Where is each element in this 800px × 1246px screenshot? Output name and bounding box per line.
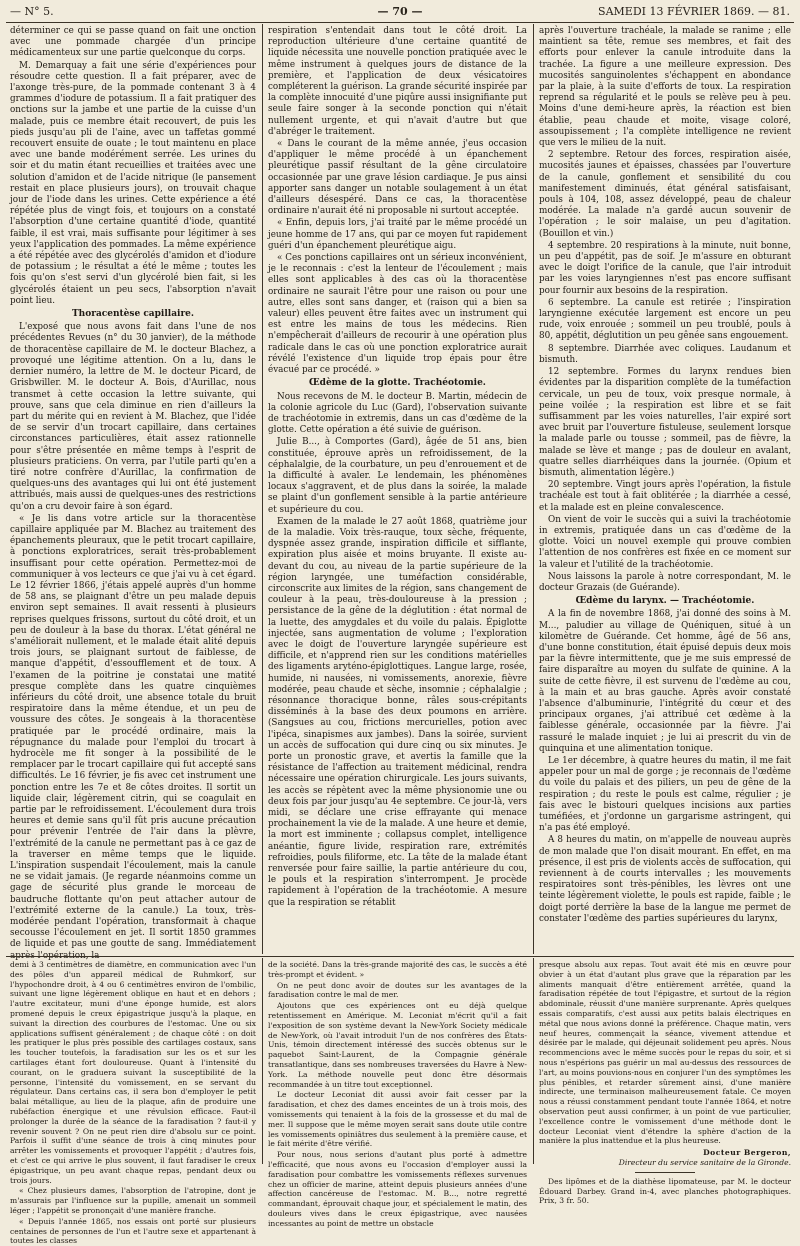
- paragraph: Pour nous, nous serions d'autant plus porté à admettre l'efficacité, que nous avons eu l'occasion d'employer aussi la faradisation pour combattre les vomissements réflexes survenues chez un officier de marine, atteint depuis plusieurs années d'une affection cancéreuse de l'estomac. M. B..., notre regretté commandant, éprouvait chaque jour, et spécialement le matin, des douleurs vives dans le creux épigastrique, avec nausées incessantes au point de mettre un obstacle: [268, 1150, 527, 1228]
- paragraph: On vient de voir le succès qui a suivi la trachéotomie in extremis, pratiquée dans un cas d'œdème de la glotte. Voici un nouvel exemple qui prouve combien l'attention de nos confrères est fixée en ce moment sur la valeur et l'utilité de la trachéotomie.: [539, 514, 791, 570]
- section-heading: Œdème du larynx. — Trachéotomie.: [575, 596, 755, 607]
- paragraph: déterminer ce qui se passe quand on fait une onction avec une pommade chargée d'un principe médicamenteux sur une partie quelconque du corps.: [10, 26, 256, 59]
- paragraph: A la fin de novembre 1868, j'ai donné des soins à M. M..., paludier au village de Quéniquen, situé à un kilomètre de Guérande. Cet homme, âgé de 56 ans, d'une bonne constitution, était épuisé depuis deux mois par la fièvre intermittente, que je me suis empressé de faire disparaître au moyen du sulfate de quinine. A la suite de cette fièvre, il est survenu de l'œdème au cou, à la main et au bras gauche. Après avoir constaté l'absence d'albuminurie, l'intégrité du cœur et des principaux organes, j'ai attribué cet œdème à la faiblesse générale, occasionnée par la fièvre. J'ai rassuré le malade inquiet ; je lui ai prescrit du vin de quinquina et une alimentation tonique.: [539, 609, 791, 754]
- paragraph: 2 septembre. Retour des forces, respiration aisée, mucosités jaunes et épaisses, chassées par l'ouverture de la canule, gonflement et sensibilité du cou manifestement diminués, état général satisfaisant, pouls à 104, 108, assez développé, peau de chaleur modérée. La malade n'a gardé aucun souvenir de l'opération ; le soir malaise, un peu d'agitation. (Bouillon et vin.): [539, 150, 791, 239]
- bottom-column-2: [268, 960, 527, 1228]
- paragraph: demi à 3 centimètres de diamètre, en communication avec l'un des pôles d'un appareil médical de Ruhmkorf, sur l'hypochondre droit, à 4 ou 6 centimètres environ de l'ombilic, suivant une ligne légèrement oblique en haut et en dehors ; l'autre excitateur, muni d'une éponge humide, est alors promené depuis le creux épigastrique jusqu'à la plaque, en suivant la direction des courbures de l'estomac. Une ou six applications suffisent généralement ; de chaque côté : on doit les pratiquer le plus près possible des cartilages costaux, sans les toucher toutefois, la faradisation sur les os et sur les cartilages étant fort douloureuse. Quant à l'intensité du courant, on le graduera suivant la susceptibilité de la personne, l'intensité du vomissement, en se servant du régulateur. Dans certains cas, il sera bon d'employer le petit balai métallique, au lieu de la plaque, afin de produire une rubéfaction énergique et une révulsion efficace. Faut-il prolonger la durée de la séance de la faradisation ? faut-il y revenir souvent ? On ne peut rien dire d'absolu sur ce point. Parfois il suffit d'une séance de trois à cinq minutes pour arrêter les vomissements et provoquer l'appétit ; d'autres fois, et c'est ce qui arrive le plus souvent, il faut faradiser le creux épigastrique, un peu avant chaque repas, pendant deux ou trois jours.: [10, 960, 256, 1185]
- paragraph: après l'ouverture trachéale, la malade se ranime ; elle maintient sa tête, remue ses membres, et fait des efforts pour enlever la canule introduite dans la trachée. La figure a une meilleure expression. Des mucosités sanguinolentes s'échappent en abondance par la plaie, à la suite d'efforts de toux. La respiration reprend sa régularité et le pouls se relève peu à peu. Moins d'une demi-heure après, la réaction est bien établie, peau chaude et moite, visage coloré, assoupissement ; l'a complète intelligence ne revient que vers le milieu de la nuit.: [539, 26, 791, 149]
- paragraph: 20 septembre. Vingt jours après l'opération, la fistule trachéale est tout à fait oblitérée ; la diarrhée a cessé, et la malade est en pleine convalescence.: [539, 480, 791, 513]
- column-divider: [262, 24, 263, 954]
- paragraph: « Je lis dans votre article sur la thoracentèse capillaire appliquée par M. Blachez au traitement des épanchements pleuraux, que le petit trocart capillaire, à ponctions exploratrices, serait très-probablement insuffisant pour cette opération. Permettez-moi de communiquer à vos lecteurs ce que j'ai vu à cet égard. Le 12 février 1866, j'étais appelé auprès d'un homme de 58 ans, se plaignant d'être un peu malade depuis environ sept semaines. Il avait ressenti à plusieurs reprises quelques frissons, surtout du côté droit, et un peu de douleur à la base du thorax. L'état général ne s'améliorait nullement, et le malade était alité depuis trois jours, se plaignant surtout de faiblesse, de manque d'appétit, d'essoufflement et de toux. A l'examen de la poitrine je constatai une matité presque complète dans les quatre cinquièmes inférieurs du côté droit, une absence totale du bruit respiratoire dans la même étendue, et un peu de voussure des côtes. Je songeais à la thoracentèse pratiquée par le procédé ordinaire, mais la répugnance du malade pour l'emploi du trocart à hydrocèle me fit songer à la possibilité de le remplacer par le trocart capillaire qui fut accepté sans difficultés. Le 16 février, je fis avec cet instrument une ponction entre les 7e et 8e côtes droites. Il sortit un liquide clair, légèrement citrin, qui se coagulait en partie par le refroidissement. L'écoulement dura trois heures et demie sans qu'il fût pris aucune précaution pour prévenir l'entrée de l'air dans la plèvre, l'extrémité de la canule ne permettant pas à ce gaz de la traverser en même temps que le liquide. L'inspiration suspendait l'écoulement, mais la canule ne se vidait jamais. (Je regarde néanmoins comme un gage de sécurité plus grande le morceau de baudruche flottante qu'on peut attacher autour de l'extrémité externe de la canule.) La toux, très-modérée pendant l'opération, transformait à chaque secousse l'écoulement en jet. Il sortit 1850 grammes de liquide et pas une goutte de sang. Immédiatement: [10, 513, 256, 950]
- paragraph: Nous laissons la parole à notre correspondant, M. le docteur Grazais (de Guérande).: [539, 571, 791, 593]
- page-number: — 70 —: [377, 5, 423, 18]
- paragraph: L'exposé que nous avons fait dans l'une de nos précédentes Revues (n° du 30 janvier), de la méthode de thoracentèse capillaire de M. le docteur Blachez, a provoqué une légitime attention. On a lu, dans le dernier numéro, la lettre de M. le docteur Picard, de Grisbwiller. M. le docteur A. Bois, d'Aurillac, nous transmet à cette occasion la lettre suivante, qui prouve, sans que cela diminue en rien d'ailleurs la part du mérite qui en revient à M. Blachez, que l'idée de se servir d'un trocart capillaire, dans certaines circonstances particulières, était assez rationnelle pour s'être présentée en même temps à l'esprit de plusieurs praticiens. On verra, par l'utile parti qu'en a tiré notre confrère d'Aurillac, la confirmation de quelques-uns des avantages qui lui ont été justement attribués, mais aussi de quelques-unes des restrictions qu'on a cru devoir faire à son égard.: [10, 322, 256, 512]
- column-1: [10, 26, 256, 952]
- column-divider: [262, 958, 263, 1164]
- paragraph: M. Demarquay a fait une série d'expériences pour résoudre cette question. Il a fait préparer, avec de l'axonge très-pure, de la pommade contenant 3 à 4 grammes d'iodure de potassium. Il a fait pratiquer des onctions sur la jambe et une partie de la cuisse d'un malade, puis ce membre était recouvert, de puis les pieds jusqu'au pli de l'aine, avec un taffetas gommé recouvert ensuite de ouate ; le tout maintenu en place avec une bande modérément serrée. Les urines du soir et du matin étant recueillies et traitées avec une solution d'amidon et de l'acide nitrique (le pansement restait en place plusieurs jours), on trouvait chaque jour de l'iode dans les urines. Cette expérience a été répétée plus de vingt fois, et toujours on a constaté l'absorption d'une certaine quantité d'iode, quantité faible, il est vrai, mais suffisante pour légitimer à ses yeux l'application des pommades. La même expérience a été répétée avec des glycérolés d'amidon et d'iodure de potassium ; le résultat a été le même ; toutes les fois qu'on s'est servi d'un glycérolé bien fait, si les glycérolés étaient un peu secs, l'absorption n'avait point lieu.: [10, 60, 256, 306]
- paragraph: On ne peut donc avoir de doutes sur les avantages de la faradisation contre le mal de mer.: [268, 980, 527, 1000]
- column-divider: [533, 958, 534, 1164]
- paragraph: « Ces ponctions capillaires ont un sérieux inconvénient, je le reconnais : c'est la lenteur de l'écoulement ; mais elles sont applicables à des cas où la thoracentèse ordinaire ne saurait l'être pour une raison ou pour une autre, elles sont sans danger, et (raison qui a bien sa valeur) elles peuvent être faites avec un instrument qui est entre les mains de tous les médecins. Rien n'empêcherait d'ailleurs de recourir à une opération plus radicale dans le cas où une ponction exploratrice aurait révélé l'existence d'un liquide trop épais pour être évacué par ce procédé. »: [268, 253, 527, 376]
- paragraph: « Depuis l'année 1865, nos essais ont porté sur plusieurs centaines de personnes de l'un et l'autre sexe et appartenant à toutes les classes: [10, 1216, 256, 1246]
- column-2: [268, 26, 527, 952]
- section-heading: Œdème de la glotte. Trachéotomie.: [309, 378, 486, 389]
- paragraph: Le docteur Leconiat dit aussi avoir fait cesser par la faradisation, et chez des dames enceintes de un à trois mois, des vomissements qui tenaient à la fois de la grossesse et du mal de mer. Il suppose que le même moyen serait sans doute utile contre les vomissements opiniâtres dus seulement à la première cause, et le fait mérite d'être vérifié.: [268, 1090, 527, 1149]
- paragraph: Le 1er décembre, à quatre heures du matin, il me fait appeler pour un mal de gorge ; je reconnais de l'œdème du voile du palais et des piliers, un peu de gêne de la respiration ; du reste le pouls est calme, régulier ; je fais avec le bistouri quelques incisions aux parties tuméfiées, et j'ordonne un gargarisme astringent, qui n'a pas été employé.: [539, 756, 791, 834]
- paragraph: Examen de la malade le 27 août 1868, quatrième jour de la maladie. Voix très-rauque, toux sèche, fréquente, dyspnée assez grande, inspiration difficile et sifflante, expiration plus aisée et moins bruyante. Il existe au-devant du cou, au niveau de la partie supérieure de la région laryngée, une tuméfaction considérable, circonscrite aux limites de la région, sans changement de couleur à la peau, très-douloureuse à la pression ; persistance de la gêne de la déglutition : état normal de la luette, des amygdales et du voile du palais. Épiglotte injectée, sans augmentation de volume ; l'exploration avec le doigt de l'ouverture laryngée supérieure est difficile, et n'apprend rien sur les conditions matérielles des ligaments aryténo-épiglottiques. Langue large, rosée, humide, ni nausées, ni vomissements, anorexie, fièvre modérée, peau chaude et sèche, insomnie ; céphalalgie ; résonnance thoracique bonne, râles sous-crépitants disséminés à la base des deux poumons en arrière. (Sangsues au cou, frictions mercurielles, potion avec l'ipéca, sinapismes aux jambes). Dans la soirée, survient un accès de suffocation qui dure cinq ou six minutes. Je porte un pronostic grave, et avertis la famille que la résistance de l'affection au traitement médicinal, rendra nécessaire une opération chirurgicale. Les jours suivants, les accès se répètent avec la même physionomie une ou deux fois par jour jusqu'au 4e septembre. Ce jour-là, vers midi, se déclare une crise effrayante qui menace prochainement la vie de la malade. A une heure et demie, la mort est imminente ; collapsus complet, intelligence anéantie, figure livide, respiration rare, extrémités refroidies, pouls filiforme, etc. La tête de la malade étant renversée pour faire saillie, la partie antérieure du cou, le pouls et la respiration s'interrompent. Je procède rapidement à l'opération de la trachéotomie. A mesure que la respiration se rétablit: [268, 516, 527, 908]
- paragraph: Julie B..., à Comportes (Gard), âgée de 51 ans, bien constituée, éprouve après un refroidissement, de la céphalalgie, de la courbature, un peu d'enrouement et de la difficulté à avaler. Le lendemain, les phénomènes locaux s'aggravent, et de plus dans la soirée, la malade se plaint d'un gonflement sensible à la partie antérieure et supérieure du cou.: [268, 437, 527, 515]
- issue-number: — N° 5.: [10, 5, 54, 18]
- paragraph: 12 septembre. Formes du larynx rendues bien évidentes par la disparition complète de la tuméfaction cervicale, un peu de toux, voix presque normale, à peine voilée ; la respiration est libre et se fait suffisamment par les voies naturelles, l'air expiré sort avec bruit par l'ouverture fistuleuse, seulement lorsque la malade parle ou tousse ; sommeil, pas de fièvre, la malade se lève et mange ; pas de douleur en avalant, quatre selles diarrhéiques dans la journée. (Opium et bismuth, alimentation légère.): [539, 367, 791, 478]
- section-rule: [6, 956, 794, 957]
- paragraph: 8 septembre. Diarrhée avec coliques. Laudanum et bismuth.: [539, 343, 791, 365]
- paragraph: de la société. Dans la très-grande majorité des cas, le succès a été très-prompt et évident. »: [268, 960, 527, 979]
- header-rule: [6, 22, 794, 23]
- paragraph: presque absolu aux repas. Tout avait été mis en œuvre pour obvier à un état d'autant plus grave que la réparation par les aliments manquait d'être entièrement arrêtée, quand la faradisation répétée de tout l'épigastre, et surtout de la région abdominale, réussit d'une manière surprenante. Après quelques essais comparatifs, c'est aussi aux petits balais électriques en métal que nous avions donné la préférence. Chaque matin, vers neuf heures, commençait la séance, vivement attendue et désirée par le malade, qui déjeunait solidement peu après. Nous recommencions avec le même succès pour le repas du soir, et si nous n'espérions pas guérir un mal au-dessus des ressources de l'art, au moins pouvions-nous en conjurer l'un des symptômes les plus pénibles, et retarder sûrement ainsi, d'une manière indirecte, une terminaison malheureusement fatale. Ce moyen nous a réussi constamment pendant toute l'année 1864, et notre observation peut aussi confirmer, à un point de vue particulier, l'excellence contre le vomissement d'une méthode dont le docteur Leconiat vient d'étendre la sphère d'action de la manière la plus inattendue et la plus heureuse.: [539, 960, 791, 1146]
- paragraph: « Enfin, depuis lors, j'ai traité par le même procédé un jeune homme de 17 ans, qui par ce moyen fut rapidement guéri d'un épanchement pleurétique aigu.: [268, 218, 527, 251]
- author-title: Directeur du service sanitaire de la Gironde.: [618, 1157, 791, 1167]
- paragraph: 6 septembre. La canule est retirée ; l'inspiration laryngienne exécutée largement est encore un peu rude, voix enrouée ; sommeil un peu troublé, pouls à 80, appétit, déglutition un peu gênée sans engouement.: [539, 297, 791, 342]
- paragraph: Nous recevons de M. le docteur B. Martin, médecin de la colonie agricole du Luc (Gard), l'observation suivante de trachéotomie in extremis, dans un cas d'œdème de la glotte. Cette opération a été suivie de guérison.: [268, 391, 527, 436]
- author-signature: Docteur Bergeron,: [703, 1148, 791, 1158]
- page-header: [0, 4, 800, 20]
- section-heading: Thoracentèse capillaire.: [71, 309, 195, 320]
- separator: [635, 1172, 695, 1173]
- column-3: [539, 26, 791, 952]
- bottom-column-3: [539, 960, 791, 1206]
- issue-date: SAMEDI 13 FÉVRIER 1869. — 81.: [598, 5, 790, 18]
- column-divider: [533, 24, 534, 954]
- paragraph: 4 septembre. 20 respirations à la minute, nuit bonne, un peu d'appétit, pas de soif. Je m'assure en obturant avec le doigt l'orifice de la canule, que l'air introduit par les voies laryngiennes n'est pas encore suffisant pour fournir aux besoins de la respiration.: [539, 240, 791, 296]
- paragraph: A 8 heures du matin, on m'appelle de nouveau auprès de mon malade que l'on disait mourant. En effet, en ma présence, il est pris de violents accès de suffocation, qui reviennent à de courts intervalles ; les mouvements respiratoires sont très-pénibles, les lèvres ont une teinte légèrement violette, le pouls est rapide, faible ; le doigt porté derrière la base de la langue me permet de constater l'œdème des parties supérieures du larynx,: [539, 835, 791, 924]
- paragraph: « Dans le courant de la même année, j'eus occasion d'appliquer le même procédé à un épanchement pleurétique passif résultant de la gêne circulatoire occasionnée par une grave lésion cardiaque. Je pus ainsi apporter sans danger un notable soulagement à un état d'ailleurs désespéré. Dans ce cas, la thoracentèse ordinaire n'aurait été ni proposable ni surtout acceptée.: [268, 139, 527, 217]
- paragraph: « Chez plusieurs dames, l'absorption de l'atropine, dont je m'assurais par l'influence sur la pupille, amenait un sommeil léger ; l'appétit se prononçait d'une manière franche.: [10, 1186, 256, 1215]
- bibliography-entry: Des lipômes et de la diathèse lipomateuse, par M. le docteur Édouard Darbey. Grand in-4, avec planches photographiques. Prix, 3 fr. 50.: [539, 1176, 791, 1206]
- paragraph: Ajoutons que ces expériences ont eu déjà quelque retentissement en Amérique. M. Leconiat m'écrit qu'il a fait l'exposition de son système devant la New-York Society médicale de New-York, où l'avait introduit l'un de nos confrères des États-Unis, témoin directement intéressé des succès obtenus sur le paquebot Saint-Laurent, de la Compagnie générale transatlantique, dans ses nombreuses traversées du Havre à New-York. La méthode nouvelle peut donc être désormais recommandée à un titre tout exceptionnel.: [268, 1001, 527, 1089]
- paragraph: respiration s'entendait dans tout le côté droit. La reproduction ultérieure d'une certaine quantité de liquide nécessita une nouvelle ponction pratiquée avec le même instrument à quelques jours de distance de la première, et l'application de deux vésicatoires compléterent la guérison. La grande sécurité inspirée par la complète innocuité d'une piqûre aussi insignifiante put seule faire songer à la seconde ponction qui n'était nullement urgente, et qui n'avait d'autre but que d'abréger le traitement.: [268, 26, 527, 137]
- bottom-column-1: [10, 960, 256, 1246]
